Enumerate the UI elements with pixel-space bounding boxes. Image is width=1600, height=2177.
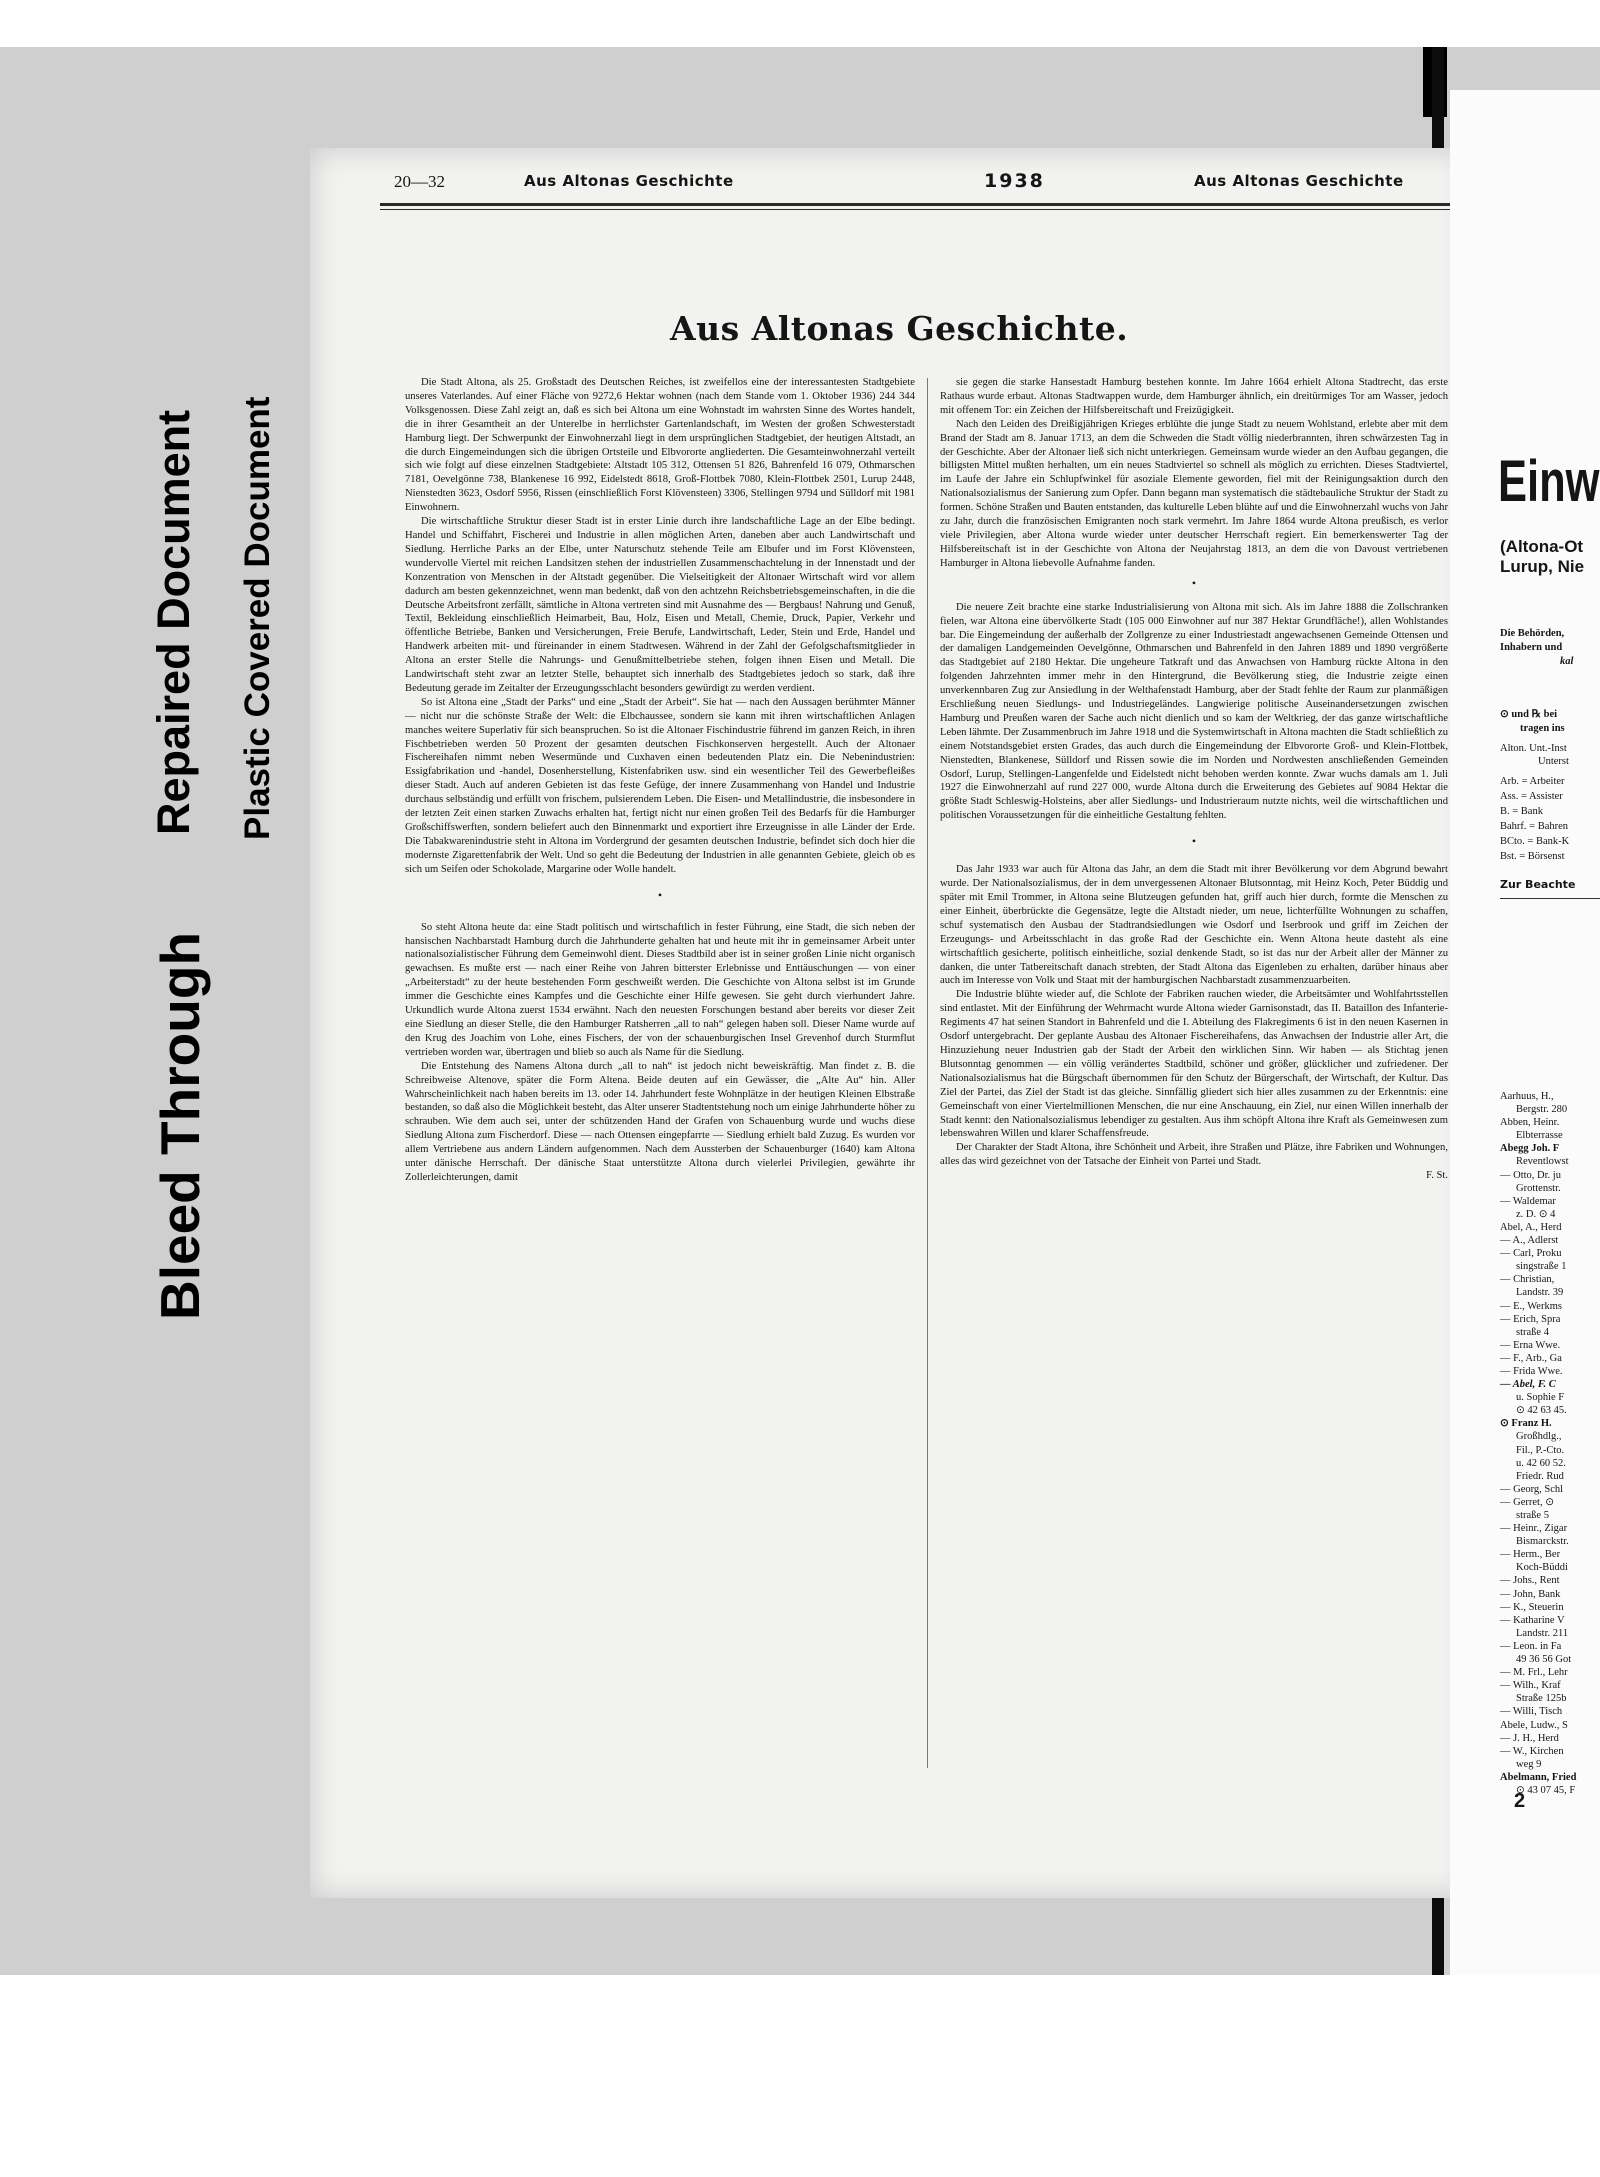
adjacent-abbr-6: Bst. = Börsenst xyxy=(1500,851,1565,862)
list-item: — Wilh., Kraf xyxy=(1500,1680,1561,1692)
list-item: straße 4 xyxy=(1516,1326,1549,1338)
section-separator: • xyxy=(1191,834,1197,849)
list-item: — John, Bank xyxy=(1500,1588,1561,1600)
list-item: Straße 125b xyxy=(1516,1693,1567,1705)
label-bleed-through: Bleed Through xyxy=(149,931,211,1320)
list-item: — Johs., Rent xyxy=(1500,1575,1560,1587)
column-divider xyxy=(927,378,928,1768)
document-page xyxy=(310,148,1470,1898)
list-item: — Erna Wwe. xyxy=(1500,1339,1561,1351)
list-item: — F., Arb., Ga xyxy=(1500,1352,1562,1364)
list-item: — A., Adlerst xyxy=(1500,1235,1559,1247)
adjacent-legend-1: ⊙ und ℞ bei xyxy=(1500,709,1558,720)
list-item: — J. H., Herd xyxy=(1500,1732,1559,1744)
list-item: Bismarckstr. xyxy=(1516,1536,1569,1548)
list-item: ⊙ Franz H. xyxy=(1500,1418,1552,1430)
adjacent-legend-3: Alton. Unt.-Inst xyxy=(1500,743,1567,754)
list-item: z. D. ⊙ 4 xyxy=(1516,1208,1556,1220)
list-item: — Frida Wwe. xyxy=(1500,1365,1563,1377)
paragraph: So steht Altona heute da: eine Stadt politisch und wirtschaftlich in fester Führung, eine Stadt, die sich neben der hansischen Nachbarstadt Hamburg durch die Jahrhunderte gehalten hat und heute mit ihr in gemeinsamer Arbeit unter nationalsozialistischer Führung dem Gemeinwohl dient. Dieses Stadtbild aber ist in seiner großen Linie nicht organisch gewachsen. Es mußte erst — nach einer Reihe von Jahren bitterster Erlebnisse und Enttäuschungen — von einer „Arbeiterstadt“ zu der heute bestehenden Form geschweißt werden. Die Geschichte von Altona selbst ist im Grunde immer die Geschichte eines Kampfes und die Geschichte einer Hilfe gewesen. Sie geht durch vierhundert Jahre. Urkundlich wurde Altona zuerst 1534 erwähnt. Nach den neuesten Forschungen bestand aber bereits vor dieser Zeit eine Siedlung an dieser Stelle, die den Hamburger Ratsherren „all to nah“ gelegen haben soll. Dieser Name wurde auf den Krug des Joachim von Lohe, eines Fischers, der von der schauenburgischen Insel Grevenhof durch Sturmflut vertrieben worden war, übertragen und blieb so auch als Name für die Siedlung. xyxy=(405,921,915,1058)
column-right xyxy=(940,376,1448,1183)
list-item: — Erich, Spra xyxy=(1500,1313,1561,1325)
list-item: Fil., P.-Cto. xyxy=(1516,1444,1565,1456)
list-item: u. Sophie F xyxy=(1516,1392,1565,1404)
list-item: — E., Werkms xyxy=(1500,1300,1562,1312)
paragraph: So ist Altona eine „Stadt der Parks“ und eine „Stadt der Arbeit“. Sie hat — nach den Aussagen berühmter Männer — nicht nur die schönste Straße der Welt: die Elbchaussee, sondern sie kann mit ihren wirtschaftlichen Anlagen manches weitere Superlativ für sich beanspruchen. So ist die Altonaer Fischindustrie führend im ganzen Reich, in ihren Fischbetrieben werden 50 Prozent der gesamten deutschen Fischkonserven hergestellt. Auch der Altonaer Fischereihafen nimmt neben Wesermünde und Cuxhaven einen bedeutenden Platz ein. Die Nebenindustrien: Essigfabrikation und -handel, Dosenherstellung, Kistenfabriken usw. sind ein wesentlicher Teil des Gewerbefleißes dieser Stadt. Auch auf anderen Gebieten ist das feste Gefüge, der innere Zusammenhang von Handel und Industrie durchaus selbständig und erfüllt von frischem, pulsierendem Leben. Die Eisen- und Metallindustrie, die insbesondere in der letzten Zeit einen starken Zuwachs erhalten hat, fertigt nicht nur einen großen Teil des Bedarfs für die Hamburger Großschiffswerften, sondern beliefert auch den Binnenmarkt und exportiert ihre Erzeugnisse in alle Länder der Erde. Die Tabakwarenindustrie steht in Altona im Vordergrund der gesamten deutschen Industrie, befindet sich doch hier die modernste Zigarettenfabrik der Welt. Und so geht die Bedeutung der Industrien in alle genannten Gebiete, gleich ob es sich um Seifen oder Schokolade, Margarine oder Wolle handelt. xyxy=(405,696,915,875)
list-item: — Herm., Ber xyxy=(1500,1549,1561,1561)
label-plastic-covered-document: Plastic Covered Document xyxy=(238,396,277,840)
adjacent-legend-2: tragen ins xyxy=(1520,723,1565,734)
list-item: — Heinr., Zigar xyxy=(1500,1523,1568,1535)
condition-labels xyxy=(148,360,278,1320)
list-item: — K., Steuerin xyxy=(1500,1601,1564,1613)
section-separator: • xyxy=(657,887,663,902)
header-rule xyxy=(380,203,1460,206)
list-item: — Otto, Dr. ju xyxy=(1500,1169,1561,1181)
adjacent-page-number: 2 xyxy=(1514,1790,1526,1812)
list-item: straße 5 xyxy=(1516,1510,1549,1521)
section-separator: • xyxy=(1191,575,1197,590)
running-head xyxy=(394,168,1434,198)
list-item: — Katharine V xyxy=(1500,1614,1565,1626)
adjacent-abbr-2: Ass. = Assister xyxy=(1500,791,1563,802)
list-item: — Leon. in Fa xyxy=(1500,1640,1562,1652)
article-title: Aus Altonas Geschichte. xyxy=(670,309,1129,348)
list-item: Grottenstr. xyxy=(1516,1182,1561,1194)
list-item: — M. Frl., Lehr xyxy=(1500,1667,1568,1679)
list-item: Abele, Ludw., S xyxy=(1500,1719,1568,1731)
list-item: 49 36 56 Got xyxy=(1516,1654,1572,1666)
top-margin xyxy=(0,0,1600,47)
list-item: Reventlowst xyxy=(1516,1156,1569,1168)
running-year: 1938 xyxy=(984,170,1045,192)
list-item: — Carl, Proku xyxy=(1500,1248,1562,1260)
adjacent-intro-2: Inhabern und xyxy=(1500,642,1563,653)
adjacent-legend-4: Unterst xyxy=(1538,756,1569,767)
list-item: Bergstr. 280 xyxy=(1516,1104,1568,1116)
list-item: Koch-Büddi xyxy=(1516,1562,1568,1574)
paragraph: Der Charakter der Stadt Altona, ihre Schönheit und Arbeit, ihre Straßen und Plätze, ihre Fabriken und Wohnungen, alles das wird gezeichnet von der Tatsache der Einheit von Partei und Stadt. xyxy=(940,1142,1448,1168)
adjacent-intro-1: Die Behörden, xyxy=(1500,628,1565,639)
header-rule-thin xyxy=(380,209,1460,210)
list-item: Aarhuus, H., xyxy=(1500,1091,1554,1102)
list-item: Landstr. 39 xyxy=(1516,1287,1564,1299)
adjacent-entry-list xyxy=(1500,1090,1600,1797)
list-item: — Gerret, ⊙ xyxy=(1500,1496,1554,1508)
list-item: ⊙ 42 63 45. xyxy=(1516,1405,1567,1417)
paragraph: Die Stadt Altona, als 25. Großstadt des Deutschen Reiches, ist zweifellos eine der interessantesten Stadtgebiete unseres Vaterlandes. Auf einer Fläche von 9272,6 Hektar wohnen (nach dem Stande vom 1. Oktober 1936) 244 344 Volksgenossen. Diese Zahl zeigt an, daß es sich bei Altona um eine Wohnstadt im wahrsten Sinne des Wortes handelt, die in ihrer Gesamtheit an der Unterelbe in herrlichster Gartenlandschaft, im Westen der großen Schwesterstadt Hamburg liegt. Der Schwerpunkt der Einwohnerzahl liegt in dem ursprünglichen Stadtgebiet, der heutigen Altstadt, an die durch Eingemeindungen sich die übrigen Ortsteile und Elbvororte angliederten. Die Gesamteinwohnerzahl verteilt sich wie folgt auf diese einzelnen Stadtgebiete: Altstadt 105 312, Ottensen 51 826, Bahrenfeld 16 079, Othmarschen 7181, Oevelgönne 738, Blankenese 16 992, Eidelstedt 8618, Groß-Flottbek 7080, Klein-Flottbek 2501, Lurup 2448, Nienstedten 3623, Osdorf 5956, Rissen (einschließlich Forst Klövensteen) 3306, Stellingen 9794 und Sülldorf mit 1981 Einwohnern. xyxy=(405,377,915,514)
running-title-left: Aus Altonas Geschichte xyxy=(524,172,734,190)
adjacent-page xyxy=(1450,90,1600,1975)
list-item: Abben, Heinr. xyxy=(1500,1117,1560,1129)
adjacent-title: Einw xyxy=(1498,449,1600,514)
paragraph: Die wirtschaftliche Struktur dieser Stadt ist in erster Linie durch ihre landschaftliche Lage an der Elbe bedingt. Handel und Schiffahrt, Fischerei und Industrie in allen möglichen Arten, daneben aber auch Landwirtschaft und Siedlung. Herrliche Parks an der Elbe, unter Naturschutz stehende Teile am Elbufer und im Forst Klövensteen, wundervolle Viertel mit reichen Landsitzen stehen der industriellen Zusammenschachtelung in der Innenstadt und der Konzentration von Menschen in der Altstadt gegenüber. Die Vielseitigkeit der Altonaer Wirtschaft wird vor allem dadurch am besten gekennzeichnet, wenn man bedenkt, daß von den achtzehn Reichsbetriebsgemeinschaften, in die die Deutsche Arbeitsfront zerfällt, sämtliche in Altona vertreten sind mit Ausnahme des — Bergbaus! Nahrung und Genuß, Textil, Bekleidung einschließlich Heimarbeit, Bau, Holz, Eisen und Metall, Chemie, Druck, Papier, Verkehr und öffentliche Betriebe, Banken und Versicherungen, Freie Berufe, Landwirtschaft, Leder, Stein und Erde, Handel und Handwerk arbeiten mit- und füreinander in einem Stadtwesen. Während in der Zahl der Gefolgschaftsmitglieder in Altona an erster Stelle die Nahrungs- und Genußmittelbetriebe stehen, folgen ihnen Eisen und Metall. Die Landwirtschaft steht zwar an letzter Stelle, behauptet sich innerhalb des Stadtgebietes jedoch so stark, daß ihre Bedeutung gerade im Zeitalter der Erzeugungsschlacht besonders gewürdigt zu werden verdient. xyxy=(405,516,915,694)
list-item: weg 9 xyxy=(1516,1758,1542,1770)
adjacent-abbr-3: B. = Bank xyxy=(1500,806,1543,817)
list-item: Abegg Joh. F xyxy=(1500,1143,1560,1155)
list-item: Friedr. Rud xyxy=(1516,1470,1564,1482)
page-range: 20—32 xyxy=(394,172,445,191)
paragraph: Das Jahr 1933 war auch für Altona das Jahr, an dem die Stadt mit ihrer Bevölkerung vor dem Abgrund bewahrt wurde. Der Nationalsozialismus, der in dem unvergessenen Altonaer Blutsonntag, mit Heinz Koch, Peter Büddig und später mit Emil Trommer, in Altona seine Blutzeugen gefunden hat, griff auch hier durch, formte die Menschen zu einer Einheit, überbrückte die Gegensätze, legte die Altstadt nieder, um neue, lichterfüllte Wohnungen zu schaffen, schuf systematisch den Ausbau der Stadtrandsiedlungen wie Osdorf und Iserbrook und griff im Zeichen der Erzeugungs- und Arbeitsschlacht in das große Rad der Geschichte ein. Wenn Altona heute dasteht als eine wirtschaftlich gesicherte, politisch einheitliche, sozial denkende Stadt, so ist das nur der Arbeit aller der Männer zu danken, die unter Tatbereitschaft danach strebten, der Stadt Altona das Eigenleben zu erhalten, darüber hinaus aber auch im Interesse von Volk und Staat mit der hamburgischen Nachbarstadt zusammenzuarbeiten. xyxy=(940,864,1448,987)
paragraph: Die neuere Zeit brachte eine starke Industrialisierung von Altona mit sich. Als im Jahre 1888 die Zollschranken fielen, war Altona eine übervölkerte Stadt (105 000 Einwohner auf nur 387 Hektar Grundfläche!), allen Wohlstandes bar. Die Eingemeindung der außerhalb der Zollgrenze zu einer Industriestadt angewachsenen Gemeinde Ottensen und der damaligen Landgemeinden Oevelgönne, Othmarschen und Bahrenfeld in den Jahren 1889 und 1890 vergrößerte das Stadtgebiet auf 2180 Hektar. Die ungeheure Tatkraft und das Anwachsen von Hamburg rückte Altona in den folgenden Jahrzehnten immer mehr in den Hintergrund, die Bevölkerung stieg, die Industrie zeigte einen unverkennbaren Zug zur Ansiedlung in der Welthafenstadt Hamburg, aber der Stadt fehlte der Raum zur planmäßigen Erschließung neuen Siedlungs- und Industriegeländes. Langwierige politische Auseinandersetzungen zwischen Hamburg und Preußen waren der Sache auch nicht dienlich und so kam der Weltkrieg, der das ganze wirtschaftliche Leben lähmte. Der Zusammenbruch im Jahre 1918 und die Systemwirtschaft in Altona machten die Stadt schließlich zu einem Notstandsgebiet ersten Grades, das auch durch die Eingemeindung der Elbvororte Groß- und Klein-Flottbek, Nienstedten, Blankenese, Sülldorf und Rissen sowie die im Norden und Nordwesten anschließenden Gemeinden Osdorf, Lurup, Stellingen-Langenfelde und Eidelstedt nicht behoben werden konnte. Zwar wuchs damals am 1. Juli 1927 die Einwohnerzahl auf rund 227 000, wurde Altona durch die Erweiterung des Gebietes auf 9084 Hektar die größte Stadt Schleswig-Holsteins, aber aller Siedlungs- und Industrieraum nutzte nichts, weil die wirtschaftlichen und politischen Voraussetzungen für die einheitliche Gestaltung fehlten. xyxy=(940,601,1448,822)
signature: F. St. xyxy=(1426,1170,1448,1182)
list-item: Abel, A., Herd xyxy=(1500,1221,1562,1233)
adjacent-abbr-1: Arb. = Arbeiter xyxy=(1500,776,1565,787)
paragraph: Die Industrie blühte wieder auf, die Schlote der Fabriken rauchen wieder, die Arbeitsämter und Wohlfahrtsstellen sind entlastet. Mit der Einführung der Wehrmacht wurde Altona wieder Garnisonstadt, das II. Bataillon des Infanterie-Regiments 47 hat seinen Standort in Bahrenfeld und die I. Abteilung des Flakregiments 6 ist in den neuen Kasernen in Osdorf untergebracht. Der geplante Ausbau des Altonaer Fischereihafens, das Anwachsen der Industrie aller Art, die Hinzuziehung neuer Industrien gab der Stadt der Arbeit den wirklichen Sinn. Wir haben — als Stichtag jenen Blutsonntag genommen — ein völlig verändertes Stadtbild, schöner und größer, glücklicher und zufriedener. Der Nationalsozialismus hat die Bürgschaft übernommen für den Schutz der Bürgerschaft, der Wirtschaft, der Kultur. Das Ziel der Partei, das Ziel der Stadt ist das gleiche. Sinnfällig gliedert sich hier alles zusammen zu der Erkenntnis: eine Gemeinschaft von einer Viertelmillionen Menschen, die nur eine Anschauung, ein Ziel, nur einen Willen innerhalb der Stadt kennt: den Nationalsozialismus lebendiger zu gestalten. Aus ihm schöpft Altona ihre Kraft als Gemeinwesen zum lebenswahren Willen und klarer Schaffensfreude. xyxy=(940,989,1448,1140)
list-item: — Willi, Tisch xyxy=(1500,1706,1563,1718)
paragraph: Nach den Leiden des Dreißigjährigen Krieges erblühte die junge Stadt zu neuem Wohlstand, erlebte aber mit dem Brand der Stadt am 8. Januar 1713, an dem die Schweden die Stadt völlig niederbrannten, ihren schwärzesten Tag in der Geschichte. Aber der Altonaer ließ sich nicht unterkriegen. Gemeinsam wurde wieder an den Aufbau gegangen, die billigsten Mittel mußten herhalten, um ein neues Stadtviertel so schnell als möglich zu errichten. Dieses Stadtviertel, im Laufe der Jahre ein Schlupfwinkel für asoziale Elemente geworden, fiel mit der Reinigungsaktion durch den Nationalsozialismus der Sanierung zum Opfer. Dann begann man systematisch die städtebauliche Struktur der Stadt zu formen. Schöne Straßen und Bauten entstanden, das kulturelle Leben blühte auf und die Einwohnerzahl wuchs von Jahr zu Jahr, durch die französischen Emigranten noch stark vermehrt. Im Jahre 1864 wurde Altona preußisch, es verlor viele Privilegien, aber Altona wurde wieder unter deutscher Herrschaft regiert. Ein bemerkenswerter Tag der Hilfsbereitschaft ist in der Geschichte von Altona der Neujahrstag 1813, an dem die von Davoust vertriebenen Hamburger in Altona liebevolle Aufnahme fanden. xyxy=(940,418,1448,569)
paragraph: sie gegen die starke Hansestadt Hamburg bestehen konnte. Im Jahre 1664 erhielt Altona Stadtrecht, das erste Rathaus wurde erbaut. Altonas Stadtwappen wurde, dem Hamburger ähnlich, ein dreitürmiges Tor am Wasser, jedoch mit offenem Tor: ein Zeichen der Hilfsbereitschaft und Freizügigkeit. xyxy=(940,377,1448,416)
running-title-right: Aus Altonas Geschichte xyxy=(1194,172,1404,190)
adjacent-subtitle-1: (Altona-Ot xyxy=(1500,537,1584,556)
paragraph: Die Entstehung des Namens Altona durch „all to nah“ ist jedoch nicht beweiskräftig. Man findet z. B. die Schreibweise Altenove, später die Form Altena. Beide deuten auf ein Gewässer, die „Alte Au“ hin. Aller Wahrscheinlichkeit nach haben bereits im 13. oder 14. Jahrhundert feste Wohnplätze in der heutigen Kleinen Elbstraße bestanden, so daß also die Möglichkeit besteht, das Alter unserer Stadtentstehung noch um einige Jahrhunderte höher zu schrauben. Wie dem auch sei, unter der schützenden Hand der Grafen von Schauenburg wurde und wuchs diese Siedlung Altona zum Fischerdorf. Diese — nach Ottensen eingepfarrte — Siedlung erhielt bald Zuzug. Es wurden vor allem Vertriebene aus andern Ländern aufgenommen. Nach dem Aussterben der Schauenburger (1640) kam Altona unter dänische Herrschaft. Der dänische Staat unterstützte Altona durch vielerlei Privilegien, gewährte ihr Zollerleichterungen, damit xyxy=(405,1060,915,1183)
list-item: Landstr. 211 xyxy=(1516,1627,1569,1639)
adjacent-note: Zur Beachte xyxy=(1500,878,1576,891)
adjacent-abbr-4: Bahrf. = Bahren xyxy=(1500,821,1569,832)
list-item: Abelmann, Fried xyxy=(1500,1771,1577,1783)
label-repaired-document: Repaired Document xyxy=(148,409,199,835)
list-item: ⊙ 43 07 45, F xyxy=(1516,1784,1576,1796)
column-left xyxy=(405,376,915,1185)
list-item: singstraße 1 xyxy=(1516,1261,1567,1273)
adjacent-abbr-5: BCto. = Bank-K xyxy=(1500,836,1570,847)
list-item: — Georg, Schl xyxy=(1500,1483,1564,1495)
adjacent-intro-3: kal xyxy=(1560,656,1574,667)
list-item: — W., Kirchen xyxy=(1500,1745,1564,1757)
bottom-margin xyxy=(0,1975,1600,2177)
list-item: u. 42 60 52. xyxy=(1516,1457,1566,1469)
list-item: Elbterrasse xyxy=(1516,1130,1563,1142)
list-item: — Abel, F. C xyxy=(1500,1379,1556,1391)
adjacent-subtitle-2: Lurup, Nie xyxy=(1500,557,1585,576)
list-item: — Christian, xyxy=(1500,1274,1555,1286)
list-item: Großhdlg., xyxy=(1516,1431,1562,1443)
list-item: — Waldemar xyxy=(1500,1195,1556,1207)
adjacent-rule xyxy=(1500,898,1600,899)
